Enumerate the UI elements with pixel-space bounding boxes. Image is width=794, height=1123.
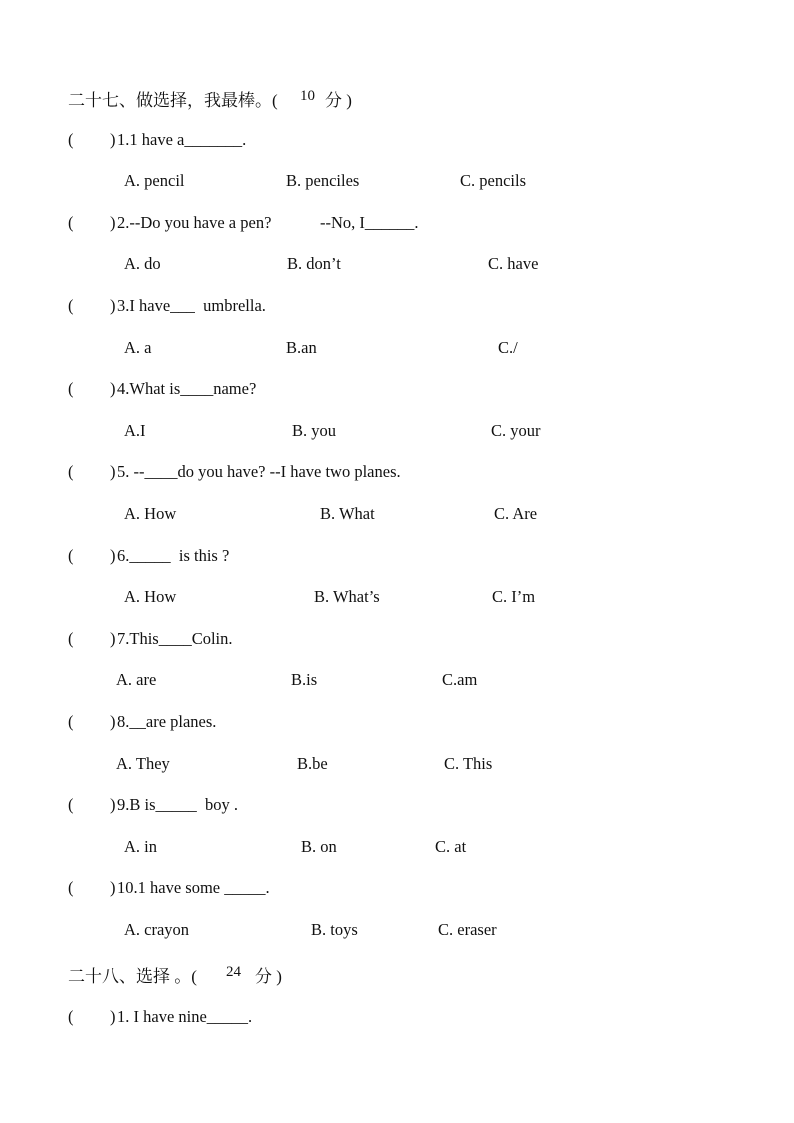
option-c: C. eraser — [438, 920, 497, 939]
question-9 — [0, 795, 794, 819]
answer-bracket-open: ( — [68, 712, 74, 731]
question-stem: 9.B is_____ boy . — [117, 795, 239, 814]
question-1 — [0, 130, 794, 154]
option-c: C. This — [444, 754, 493, 773]
answer-bracket-open: ( — [68, 1007, 74, 1026]
question-stem: 5. --____do you have? --I have two planes. — [117, 462, 401, 481]
option-a: A. They — [116, 754, 170, 773]
section-28-title — [0, 962, 794, 986]
answer-bracket-open: ( — [68, 546, 74, 565]
option-a: A. in — [124, 837, 157, 856]
question-3 — [0, 296, 794, 320]
answer-bracket-close: ) — [110, 462, 116, 481]
option-b: B. penciles — [286, 171, 360, 190]
question-9-options — [0, 837, 794, 861]
question-7-options — [0, 670, 794, 694]
option-a: A. pencil — [124, 171, 185, 190]
option-b: B.an — [286, 338, 317, 357]
option-b: B. you — [292, 421, 337, 440]
question-stem: 10.1 have some _____. — [117, 878, 270, 897]
answer-bracket-open: ( — [68, 296, 74, 315]
option-a: A.I — [124, 421, 146, 440]
option-b: B. What — [320, 504, 375, 523]
answer-bracket-close: ) — [110, 296, 116, 315]
option-a: A. How — [124, 587, 177, 606]
question-stem: 3.I have___ umbrella. — [117, 296, 266, 315]
option-c: C. Are — [494, 504, 538, 523]
question-stem: 1.1 have a_______. — [117, 130, 247, 149]
option-b: B.is — [291, 670, 318, 689]
answer-bracket-open: ( — [68, 462, 74, 481]
section-27-title-text: 二十七、做选择，我最棒。( — [68, 91, 278, 110]
answer-bracket-close: ) — [110, 546, 116, 565]
answer-bracket-open: ( — [68, 878, 74, 897]
question-2-options — [0, 254, 794, 278]
question-stem: 6._____ is this ? — [117, 546, 230, 565]
option-a: A. crayon — [124, 920, 190, 939]
option-a: A. a — [124, 338, 152, 357]
question-stem: 8.__are planes. — [117, 712, 217, 731]
option-c: C./ — [498, 338, 518, 357]
option-c: C. have — [488, 254, 539, 273]
question-2 — [0, 213, 794, 237]
question-4-options — [0, 421, 794, 445]
section-27-score-tail: 分 ) — [325, 91, 352, 110]
option-b: B. toys — [311, 920, 358, 939]
question-8-options — [0, 754, 794, 778]
option-b: B.be — [297, 754, 328, 773]
option-a: A. How — [124, 504, 177, 523]
question-4 — [0, 379, 794, 403]
section-28-score: 24 — [226, 964, 241, 980]
question-8 — [0, 712, 794, 736]
answer-bracket-open: ( — [68, 379, 74, 398]
answer-bracket-close: ) — [110, 712, 116, 731]
answer-bracket-close: ) — [110, 629, 116, 648]
option-c: C. I’m — [492, 587, 536, 606]
question-stem: 1. I have nine_____. — [117, 1007, 253, 1026]
question-stem: 2.--Do you have a pen? — [117, 213, 272, 232]
option-c: C. your — [491, 421, 541, 440]
question-stem-reply: --No, I______. — [320, 213, 419, 232]
option-b: B. What’s — [314, 587, 380, 606]
answer-bracket-open: ( — [68, 213, 74, 232]
question-10 — [0, 878, 794, 902]
answer-bracket-open: ( — [68, 795, 74, 814]
option-a: A. do — [124, 254, 161, 273]
question-1-options — [0, 171, 794, 195]
section-28-question-1 — [0, 1007, 794, 1031]
answer-bracket-close: ) — [110, 1007, 116, 1026]
option-b: B. don’t — [287, 254, 341, 273]
question-5-options — [0, 504, 794, 528]
answer-bracket-close: ) — [110, 130, 116, 149]
answer-bracket-close: ) — [110, 379, 116, 398]
question-6 — [0, 546, 794, 570]
option-c: C. at — [435, 837, 467, 856]
option-c: C.am — [442, 670, 478, 689]
answer-bracket-close: ) — [110, 213, 116, 232]
answer-bracket-open: ( — [68, 130, 74, 149]
question-7 — [0, 629, 794, 653]
answer-bracket-open: ( — [68, 629, 74, 648]
section-27-score: 10 — [300, 88, 315, 104]
section-28-score-tail: 分 ) — [255, 967, 282, 986]
question-5 — [0, 462, 794, 486]
question-6-options — [0, 587, 794, 611]
section-27-title — [0, 86, 794, 110]
question-stem: 4.What is____name? — [117, 379, 257, 398]
answer-bracket-close: ) — [110, 795, 116, 814]
option-c: C. pencils — [460, 171, 526, 190]
section-28-title-text: 二十八、选择 。( — [68, 967, 197, 986]
option-b: B. on — [301, 837, 337, 856]
question-3-options — [0, 338, 794, 362]
question-10-options — [0, 920, 794, 944]
option-a: A. are — [116, 670, 157, 689]
answer-bracket-close: ) — [110, 878, 116, 897]
question-stem: 7.This____Colin. — [117, 629, 233, 648]
